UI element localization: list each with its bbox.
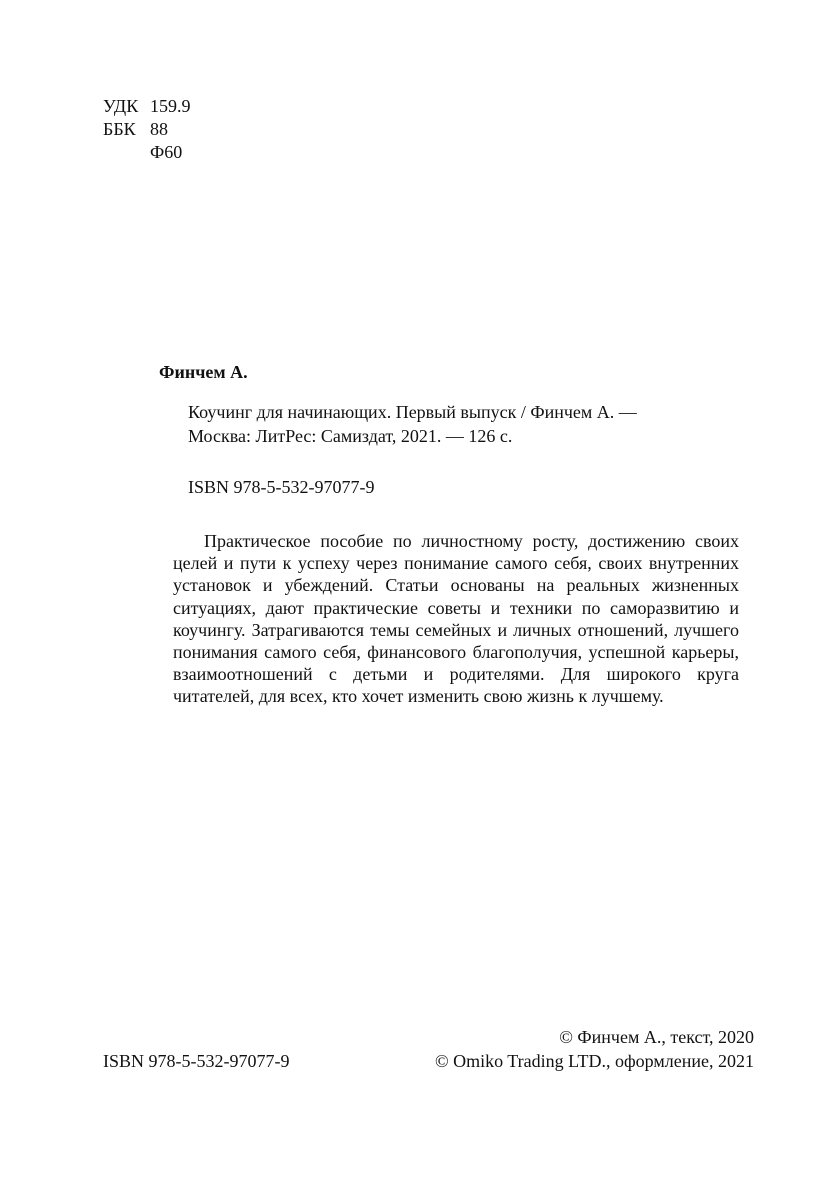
- udc-value: 159.9: [150, 96, 191, 116]
- bibliographic-title-line: Коучинг для начинающих. Первый выпуск / Финчем А. —: [188, 402, 637, 422]
- isbn-main: ISBN 978-5-532-97077-9: [188, 477, 375, 497]
- bbk-value: 88: [150, 119, 168, 139]
- classification-codes: [103, 95, 191, 164]
- author-sign-value: Ф60: [150, 142, 183, 162]
- author-heading: Финчем А.: [159, 362, 248, 382]
- copyright-text-line: © Финчем А., текст, 2020: [559, 1027, 754, 1047]
- bbk-label: ББК: [103, 119, 136, 139]
- bibliographic-imprint-line: Москва: ЛитРес: Самиздат, 2021. — 126 с.: [188, 426, 513, 446]
- isbn-bottom: ISBN 978-5-532-97077-9: [103, 1051, 290, 1071]
- author-sign-row: [103, 141, 191, 164]
- copyright-design-line: © Omiko Trading LTD., оформление, 2021: [434, 1051, 754, 1071]
- bbk-row: [103, 118, 191, 141]
- annotation-paragraph: Практическое пособие по личностному росту, достижению своих целей и пути к успеху через понимание самого себя, своих внутренних установок и убеждений. Статьи основаны на реальных жизненных ситуациях, дают практические советы и техники по саморазвитию и коучингу. Затрагиваются темы семейных и личных отношений, лучшего понимания самого себя, финансового благополучия, успешной карьеры, взаимоотношений с детьми и родителями. Для широкого круга читателей, для всех, кто хочет изменить свою жизнь к лучшему.: [173, 531, 739, 707]
- copyright-block: [435, 1025, 754, 1073]
- udc-row: [103, 95, 191, 118]
- udc-label: УДК: [103, 96, 139, 116]
- bibliographic-record: [188, 400, 637, 448]
- author-sign-label: [103, 141, 150, 164]
